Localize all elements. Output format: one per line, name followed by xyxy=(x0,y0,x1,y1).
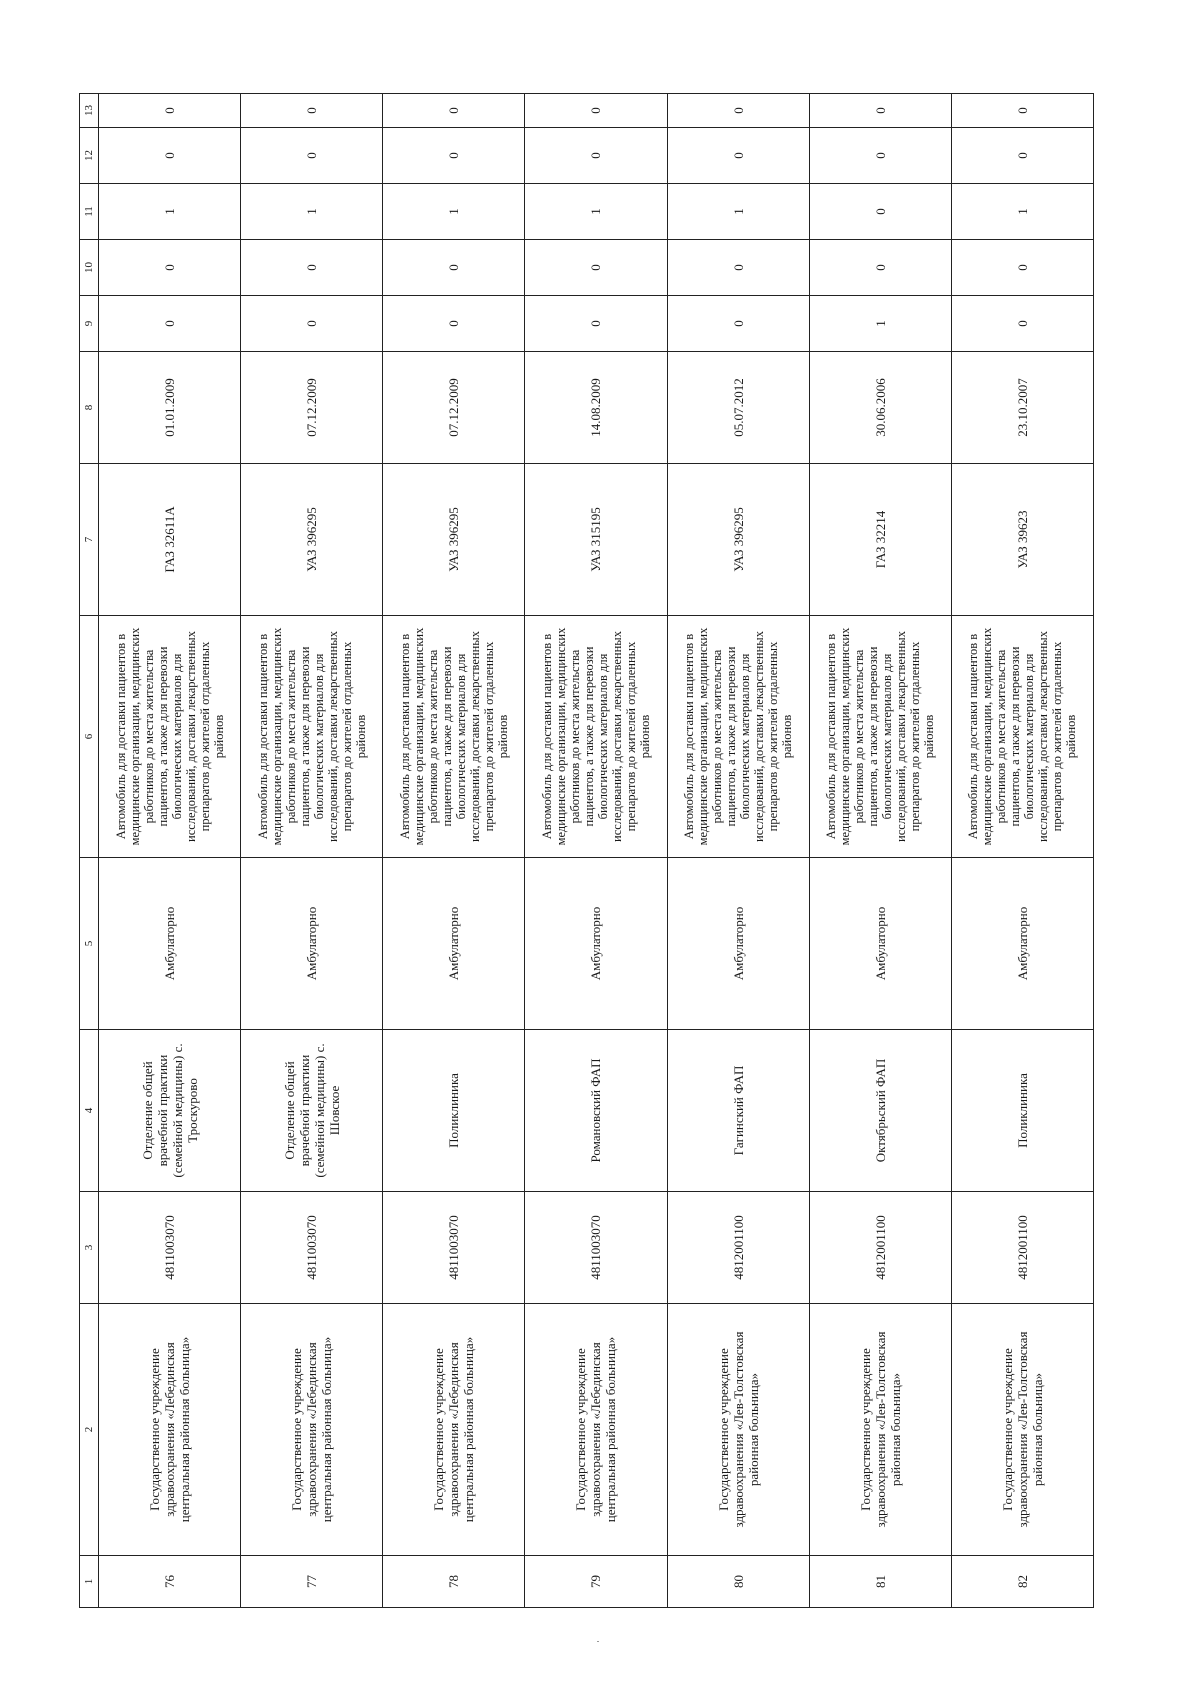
inn: 4812001100 xyxy=(667,1192,809,1304)
vehicle-model: ГАЗ 32611А xyxy=(99,464,241,616)
value-col-12: 0 xyxy=(241,128,383,184)
care-mode: Амбулаторно xyxy=(525,858,667,1030)
value-col-9: 0 xyxy=(667,296,809,352)
row-number: 79 xyxy=(525,1556,667,1608)
vehicle-purpose: Автомобиль для доставки пациентов в медицинские организации, медицинских работников до места жительства пациентов, а также для перевозки биологических материалов для исследований, доставки лекарственных препаратов до жителей отдаленных районов xyxy=(525,616,667,858)
subdivision: Романовский ФАП xyxy=(525,1030,667,1192)
row-number: 82 xyxy=(951,1556,1093,1608)
vehicle-model: УАЗ 396295 xyxy=(383,464,525,616)
inn: 4812001100 xyxy=(809,1192,951,1304)
row-number: 81 xyxy=(809,1556,951,1608)
value-col-9: 0 xyxy=(241,296,383,352)
column-header: 7 xyxy=(80,464,99,616)
column-header: 11 xyxy=(80,184,99,240)
date: 23.10.2007 xyxy=(951,352,1093,464)
care-mode: Амбулаторно xyxy=(809,858,951,1030)
vehicle-purpose: Автомобиль для доставки пациентов в медицинские организации, медицинских работников до места жительства пациентов, а также для перевозки биологических материалов для исследований, доставки лекарственных препаратов до жителей отдаленных районов xyxy=(667,616,809,858)
table-row xyxy=(241,94,383,1608)
value-col-11: 1 xyxy=(951,184,1093,240)
value-col-13: 0 xyxy=(667,94,809,128)
row-number: 78 xyxy=(383,1556,525,1608)
column-header: 4 xyxy=(80,1030,99,1192)
vehicle-purpose: Автомобиль для доставки пациентов в медицинские организации, медицинских работников до места жительства пациентов, а также для перевозки биологических материалов для исследований, доставки лекарственных препаратов до жителей отдаленных районов xyxy=(99,616,241,858)
table-row xyxy=(99,94,241,1608)
column-number-row xyxy=(80,94,99,1608)
vehicle-model: УАЗ 396295 xyxy=(241,464,383,616)
vehicle-model: УАЗ 396295 xyxy=(667,464,809,616)
subdivision: Отделение общей врачебной практики (семейной медицины) с. Троскурово xyxy=(99,1030,241,1192)
date: 14.08.2009 xyxy=(525,352,667,464)
column-header: 8 xyxy=(80,352,99,464)
value-col-13: 0 xyxy=(809,94,951,128)
column-header: 10 xyxy=(80,240,99,296)
value-col-13: 0 xyxy=(383,94,525,128)
value-col-10: 0 xyxy=(667,240,809,296)
column-header: 6 xyxy=(80,616,99,858)
vehicle-model: УАЗ 315195 xyxy=(525,464,667,616)
column-header: 2 xyxy=(80,1304,99,1556)
date: 07.12.2009 xyxy=(383,352,525,464)
subdivision: Отделение общей врачебной практики (семейной медицины) с. Шовское xyxy=(241,1030,383,1192)
value-col-10: 0 xyxy=(525,240,667,296)
row-number: 80 xyxy=(667,1556,809,1608)
column-header: 13 xyxy=(80,94,99,128)
vehicle-purpose: Автомобиль для доставки пациентов в медицинские организации, медицинских работников до места жительства пациентов, а также для перевозки биологических материалов для исследований, доставки лекарственных препаратов до жителей отдаленных районов xyxy=(951,616,1093,858)
vehicle-purpose: Автомобиль для доставки пациентов в медицинские организации, медицинских работников до места жительства пациентов, а также для перевозки биологических материалов для исследований, доставки лекарственных препаратов до жителей отдаленных районов xyxy=(809,616,951,858)
vehicle-table xyxy=(79,93,1094,1608)
vehicle-model: ГАЗ 32214 xyxy=(809,464,951,616)
date: 05.07.2012 xyxy=(667,352,809,464)
table-row xyxy=(667,94,809,1608)
organization-name: Государственное учреждение здравоохранения «Лебединская центральная районная больница» xyxy=(241,1304,383,1556)
organization-name: Государственное учреждение здравоохранения «Лебединская центральная районная больница» xyxy=(99,1304,241,1556)
column-header: 3 xyxy=(80,1192,99,1304)
row-number: 77 xyxy=(241,1556,383,1608)
organization-name: Государственное учреждение здравоохранения «Лебединская центральная районная больница» xyxy=(525,1304,667,1556)
value-col-11: 0 xyxy=(809,184,951,240)
subdivision: Поликлиника xyxy=(951,1030,1093,1192)
value-col-10: 0 xyxy=(241,240,383,296)
vehicle-purpose: Автомобиль для доставки пациентов в медицинские организации, медицинских работников до места жительства пациентов, а также для перевозки биологических материалов для исследований, доставки лекарственных препаратов до жителей отдаленных районов xyxy=(241,616,383,858)
value-col-12: 0 xyxy=(383,128,525,184)
date: 07.12.2009 xyxy=(241,352,383,464)
value-col-9: 0 xyxy=(525,296,667,352)
value-col-12: 0 xyxy=(667,128,809,184)
row-number: 76 xyxy=(99,1556,241,1608)
vehicle-purpose: Автомобиль для доставки пациентов в медицинские организации, медицинских работников до места жительства пациентов, а также для перевозки биологических материалов для исследований, доставки лекарственных препаратов до жителей отдаленных районов xyxy=(383,616,525,858)
organization-name: Государственное учреждение здравоохранения «Лев-Толстовская районная больница» xyxy=(667,1304,809,1556)
column-header: 9 xyxy=(80,296,99,352)
value-col-9: 1 xyxy=(809,296,951,352)
value-col-12: 0 xyxy=(99,128,241,184)
care-mode: Амбулаторно xyxy=(667,858,809,1030)
date: 01.01.2009 xyxy=(99,352,241,464)
care-mode: Амбулаторно xyxy=(241,858,383,1030)
value-col-11: 1 xyxy=(241,184,383,240)
value-col-13: 0 xyxy=(951,94,1093,128)
table-row xyxy=(383,94,525,1608)
table-row xyxy=(525,94,667,1608)
value-col-12: 0 xyxy=(809,128,951,184)
care-mode: Амбулаторно xyxy=(951,858,1093,1030)
value-col-13: 0 xyxy=(241,94,383,128)
column-header: 5 xyxy=(80,858,99,1030)
inn: 4811003070 xyxy=(525,1192,667,1304)
value-col-13: 0 xyxy=(525,94,667,128)
care-mode: Амбулаторно xyxy=(383,858,525,1030)
value-col-9: 0 xyxy=(383,296,525,352)
value-col-11: 1 xyxy=(383,184,525,240)
value-col-11: 1 xyxy=(99,184,241,240)
organization-name: Государственное учреждение здравоохранения «Лев-Толстовская районная больница» xyxy=(809,1304,951,1556)
subdivision: Поликлиника xyxy=(383,1030,525,1192)
scan-speck xyxy=(597,1641,599,1642)
value-col-11: 1 xyxy=(525,184,667,240)
value-col-10: 0 xyxy=(951,240,1093,296)
value-col-10: 0 xyxy=(383,240,525,296)
value-col-11: 1 xyxy=(667,184,809,240)
inn: 4811003070 xyxy=(241,1192,383,1304)
value-col-10: 0 xyxy=(809,240,951,296)
vehicle-model: УАЗ 39623 xyxy=(951,464,1093,616)
value-col-9: 0 xyxy=(99,296,241,352)
inn: 4811003070 xyxy=(99,1192,241,1304)
care-mode: Амбулаторно xyxy=(99,858,241,1030)
column-header: 12 xyxy=(80,128,99,184)
date: 30.06.2006 xyxy=(809,352,951,464)
column-header: 1 xyxy=(80,1556,99,1608)
value-col-10: 0 xyxy=(99,240,241,296)
inn: 4812001100 xyxy=(951,1192,1093,1304)
subdivision: Гагинский ФАП xyxy=(667,1030,809,1192)
value-col-13: 0 xyxy=(99,94,241,128)
subdivision: Октябрьский ФАП xyxy=(809,1030,951,1192)
organization-name: Государственное учреждение здравоохранения «Лебединская центральная районная больница» xyxy=(383,1304,525,1556)
value-col-12: 0 xyxy=(525,128,667,184)
rotated-table-container xyxy=(79,96,1094,1608)
inn: 4811003070 xyxy=(383,1192,525,1304)
value-col-9: 0 xyxy=(951,296,1093,352)
table-row xyxy=(809,94,951,1608)
value-col-12: 0 xyxy=(951,128,1093,184)
organization-name: Государственное учреждение здравоохранения «Лев-Толстовская районная больница» xyxy=(951,1304,1093,1556)
table-row xyxy=(951,94,1093,1608)
